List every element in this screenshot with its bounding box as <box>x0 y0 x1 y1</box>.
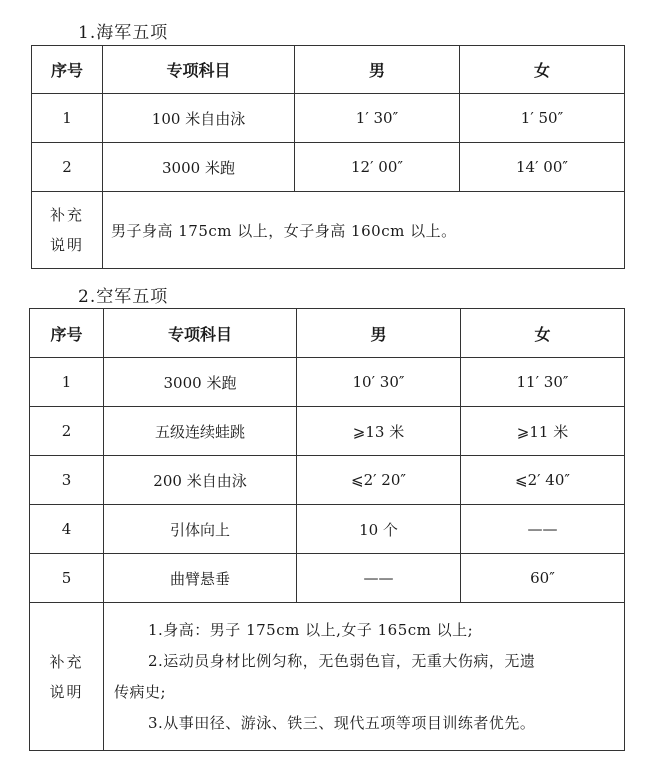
cell-event: 3000 米跑 <box>104 358 297 407</box>
table-row <box>30 407 625 456</box>
air-table <box>29 308 625 751</box>
cell-index: 2 <box>32 143 103 192</box>
table-row <box>30 505 625 554</box>
header-index: 序号 <box>32 46 103 94</box>
cell-index: 1 <box>32 94 103 143</box>
note-label <box>30 603 104 751</box>
cell-index: 1 <box>30 358 104 407</box>
cell-event: 引体向上 <box>104 505 297 554</box>
note-label-line: 说明 <box>49 236 84 254</box>
cell-male: ⩽2′ 20″ <box>297 456 461 505</box>
cell-female: 1′ 50″ <box>460 94 625 143</box>
air-section-title: 2.空军五项 <box>78 287 169 307</box>
note-row <box>32 192 625 269</box>
cell-male: —— <box>297 554 461 603</box>
navy-table <box>31 45 625 269</box>
header-female: 女 <box>461 309 625 358</box>
navy-section-title: 1.海军五项 <box>78 23 169 43</box>
note-label-line: 说明 <box>49 682 84 701</box>
cell-female: 11′ 30″ <box>461 358 625 407</box>
cell-index: 4 <box>30 505 104 554</box>
cell-male: 12′ 00″ <box>295 143 460 192</box>
header-male: 男 <box>295 46 460 94</box>
cell-event: 曲臂悬垂 <box>104 554 297 603</box>
note-text: 男子身高 175cm 以上，女子身高 160cm 以上。 <box>103 192 625 269</box>
table-row <box>30 456 625 505</box>
cell-male: 10 个 <box>297 505 461 554</box>
table-header-row <box>30 309 625 358</box>
cell-event: 3000 米跑 <box>103 143 295 192</box>
note-label-line: 补充 <box>49 206 84 224</box>
note-item: 1.身高：男子 175cm 以上,女子 165cm 以上; <box>148 620 474 639</box>
note-item: 2.运动员身材比例匀称，无色弱色盲，无重大伤病，无遗 <box>148 651 536 670</box>
cell-event: 五级连续蛙跳 <box>104 407 297 456</box>
header-event: 专项科目 <box>104 309 297 358</box>
cell-event: 100 米自由泳 <box>103 94 295 143</box>
cell-event: 200 米自由泳 <box>104 456 297 505</box>
cell-female: ⩾11 米 <box>461 407 625 456</box>
header-index: 序号 <box>30 309 104 358</box>
header-female: 女 <box>460 46 625 94</box>
header-male: 男 <box>297 309 461 358</box>
note-item: 传病史; <box>114 682 167 701</box>
cell-male: 10′ 30″ <box>297 358 461 407</box>
table-row <box>32 143 625 192</box>
cell-index: 2 <box>30 407 104 456</box>
note-item: 3.从事田径、游泳、铁三、现代五项等项目训练者优先。 <box>148 713 536 732</box>
cell-index: 3 <box>30 456 104 505</box>
note-row <box>30 603 625 751</box>
table-row <box>32 94 625 143</box>
cell-female: 14′ 00″ <box>460 143 625 192</box>
cell-female: ⩽2′ 40″ <box>461 456 625 505</box>
cell-female: 60″ <box>461 554 625 603</box>
note-label <box>32 192 103 269</box>
cell-male: 1′ 30″ <box>295 94 460 143</box>
note-list <box>104 603 625 751</box>
cell-female: —— <box>461 505 625 554</box>
table-header-row <box>32 46 625 94</box>
cell-index: 5 <box>30 554 104 603</box>
table-row <box>30 358 625 407</box>
table-row <box>30 554 625 603</box>
cell-male: ⩾13 米 <box>297 407 461 456</box>
header-event: 专项科目 <box>103 46 295 94</box>
note-label-line: 补充 <box>49 652 84 671</box>
